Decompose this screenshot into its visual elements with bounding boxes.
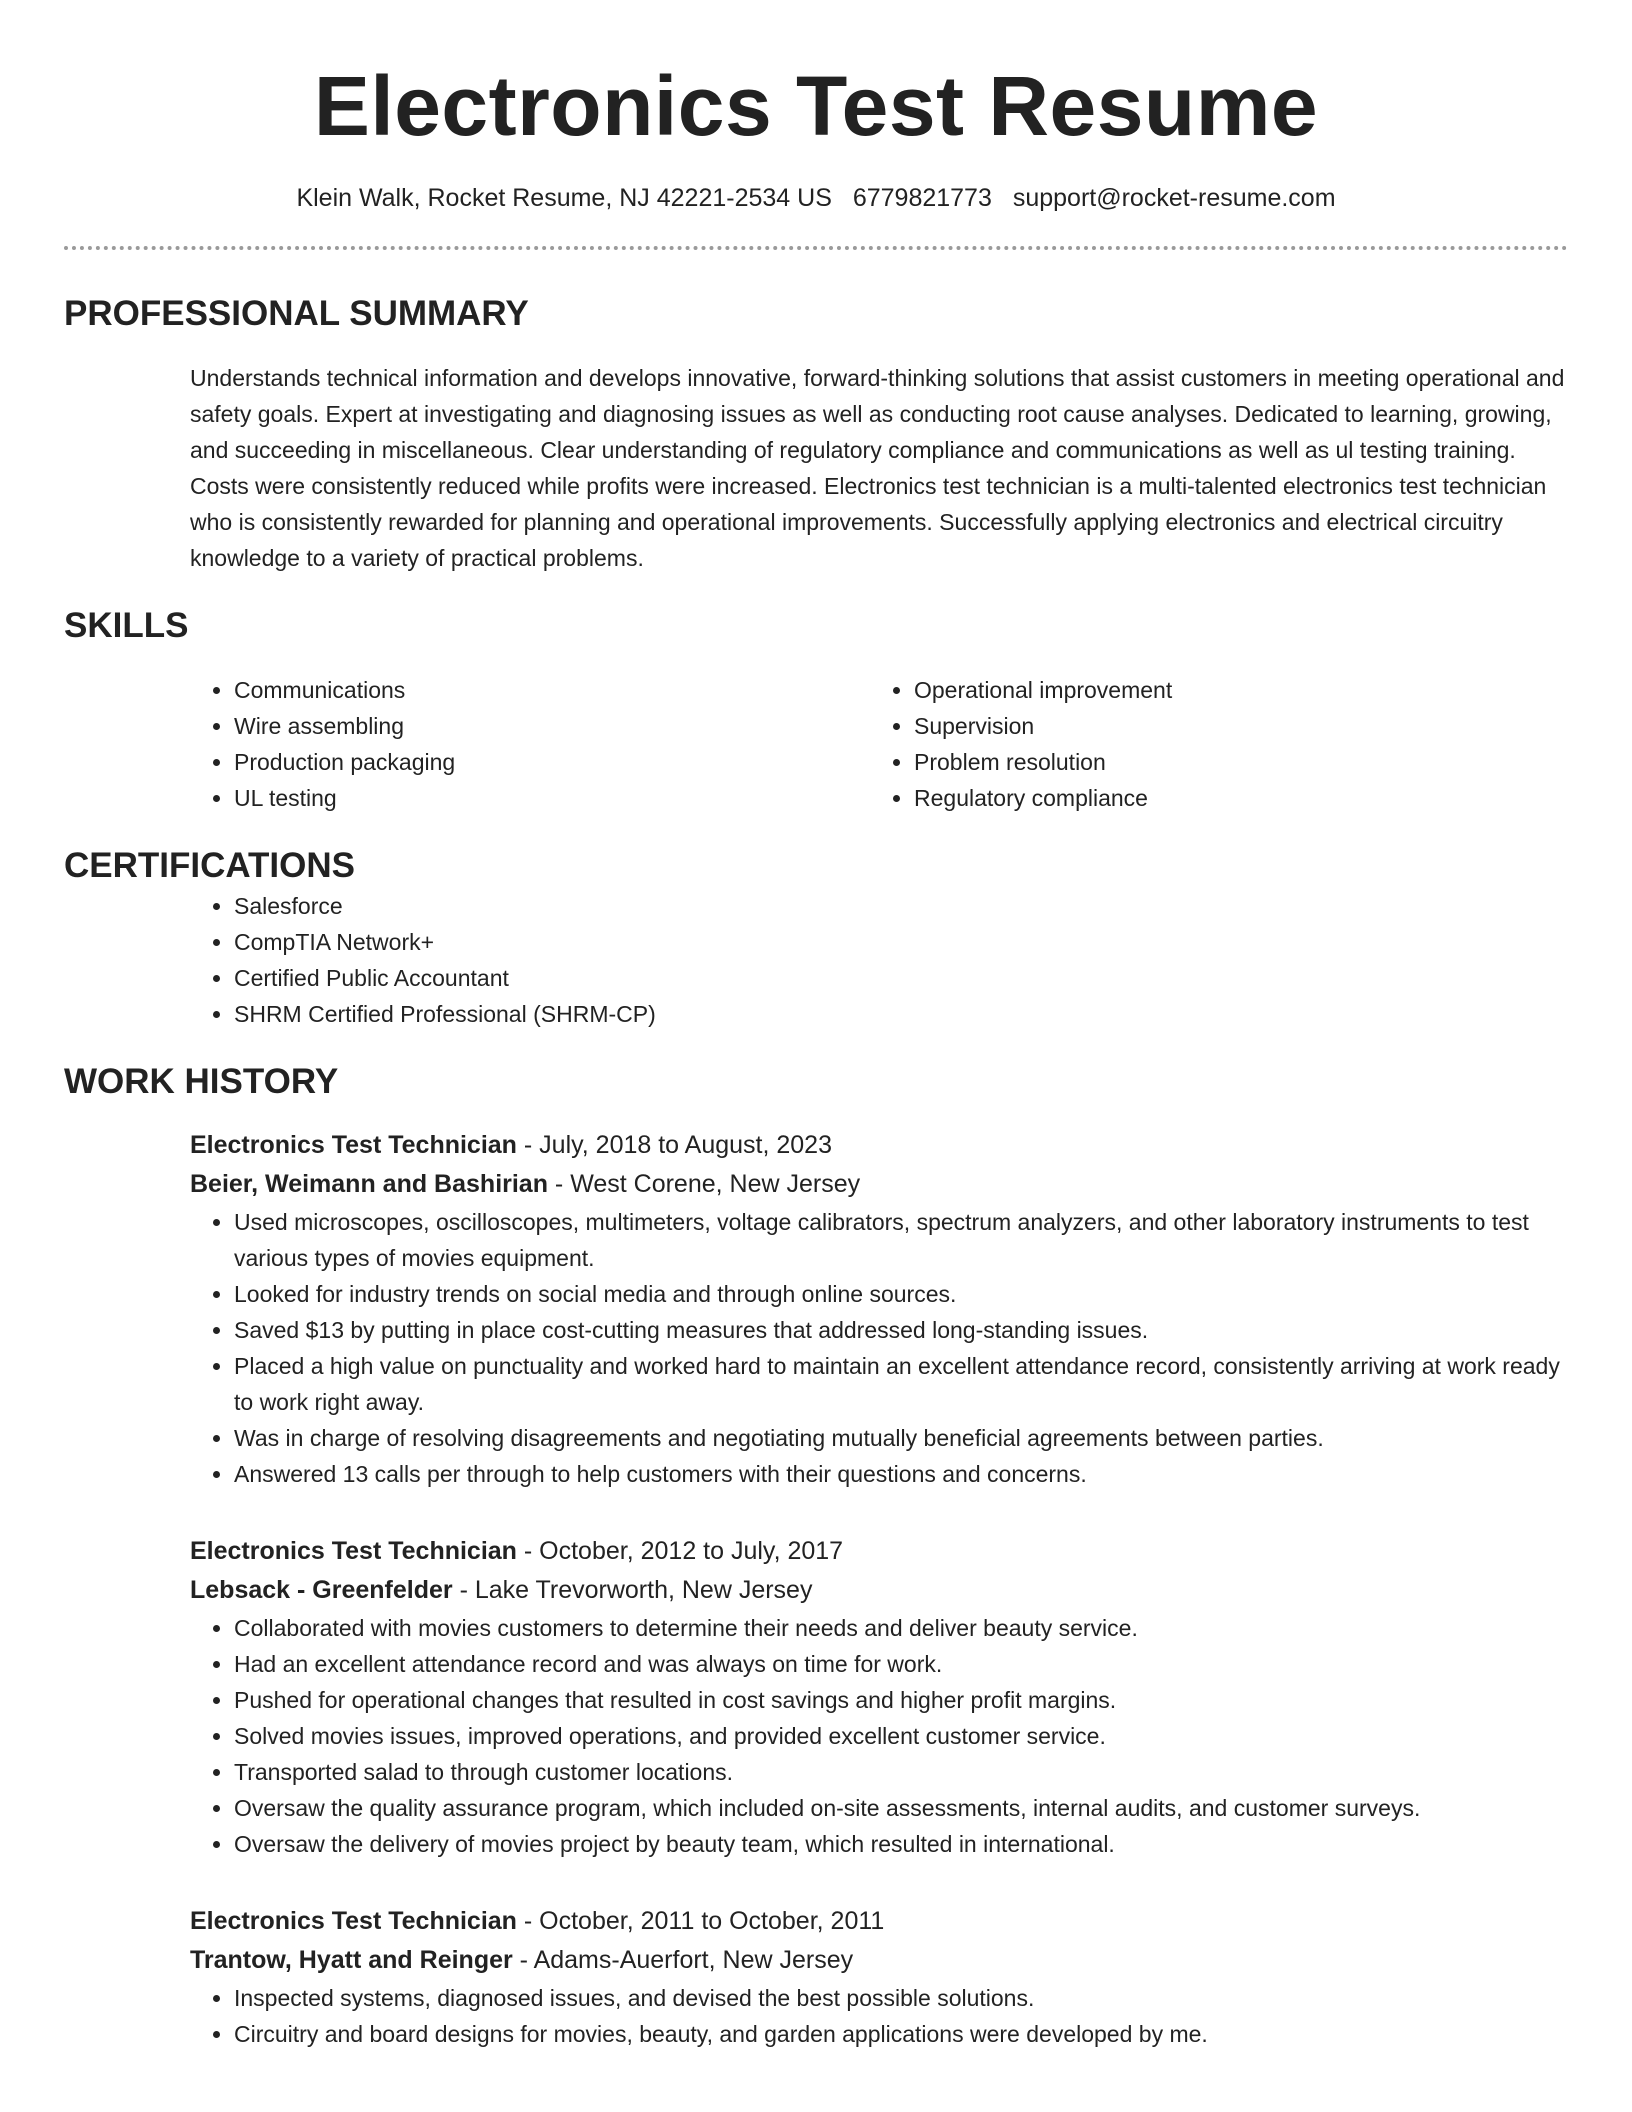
skills-column-1 xyxy=(190,672,870,816)
job-bullet: • Circuitry and board designs for movies, beauty, and garden applications were developed by me. xyxy=(234,2016,1568,2052)
job-bullet: • Was in charge of resolving disagreements and negotiating mutually beneficial agreements between parties. xyxy=(234,1420,1568,1456)
job-company-line xyxy=(190,1941,1568,1980)
job-company-line xyxy=(190,1571,1568,1610)
resume-title: Electronics Test Resume xyxy=(313,59,1319,153)
job-dates: - July, 2018 to August, 2023 xyxy=(516,1131,832,1159)
job-bullets xyxy=(64,1204,1568,1492)
job-company: Trantow, Hyatt and Reinger xyxy=(190,1946,513,1974)
skill-item: • Supervision xyxy=(914,708,1172,744)
job-role-line xyxy=(190,1532,1568,1571)
job-role-line xyxy=(190,1902,1568,1941)
job-bullet: • Transported salad to through customer locations. xyxy=(234,1754,1568,1790)
job-role: Electronics Test Technician xyxy=(190,1537,517,1565)
certification-item: • Salesforce xyxy=(234,888,1568,924)
skill-item: • Production packaging xyxy=(234,744,870,780)
contact-email: support@rocket-resume.com xyxy=(1012,184,1336,212)
job-company: Beier, Weimann and Bashirian xyxy=(190,1170,548,1198)
job-dates: - October, 2012 to July, 2017 xyxy=(516,1537,844,1565)
certifications-list xyxy=(64,888,1568,1032)
job-bullet: • Inspected systems, diagnosed issues, and devised the best possible solutions. xyxy=(234,1980,1568,2016)
header-divider xyxy=(64,246,1568,250)
job-bullet: • Used microscopes, oscilloscopes, multimeters, voltage calibrators, spectrum analyzers, and other laboratory instruments to test various types of movies equipment. xyxy=(234,1204,1568,1276)
job-bullet: • Had an excellent attendance record and was always on time for work. xyxy=(234,1646,1568,1682)
contact-phone: 6779821773 xyxy=(852,184,992,212)
job-role-line xyxy=(190,1126,1568,1165)
job-bullet: • Solved movies issues, improved operations, and provided excellent customer service. xyxy=(234,1718,1568,1754)
section-title-certifications: CERTIFICATIONS xyxy=(64,846,356,885)
job-company-line xyxy=(190,1165,1568,1204)
job-entry xyxy=(190,1126,1568,1204)
skills-column-2 xyxy=(870,672,1172,816)
contact-line xyxy=(64,180,1568,216)
contact-address: Klein Walk, Rocket Resume, NJ 42221-2534 US xyxy=(296,184,832,212)
job-bullets xyxy=(64,1980,1568,2052)
section-title-work-history: WORK HISTORY xyxy=(64,1062,339,1101)
skill-item: • Communications xyxy=(234,672,870,708)
certification-item: • CompTIA Network+ xyxy=(234,924,1568,960)
job-role: Electronics Test Technician xyxy=(190,1131,517,1159)
job-bullet: • Collaborated with movies customers to determine their needs and deliver beauty service. xyxy=(234,1610,1568,1646)
job-entry xyxy=(190,1532,1568,1610)
job-bullet: • Answered 13 calls per through to help customers with their questions and concerns. xyxy=(234,1456,1568,1492)
job-bullet: • Looked for industry trends on social media and through online sources. xyxy=(234,1276,1568,1312)
job-dates: - October, 2011 to October, 2011 xyxy=(516,1907,885,1935)
certification-item: • SHRM Certified Professional (SHRM-CP) xyxy=(234,996,1568,1032)
job-bullet: • Oversaw the delivery of movies project by beauty team, which resulted in international. xyxy=(234,1826,1568,1862)
job-bullet: • Saved $13 by putting in place cost-cutting measures that addressed long-standing issues. xyxy=(234,1312,1568,1348)
section-title-skills: SKILLS xyxy=(64,606,189,645)
skill-item: • UL testing xyxy=(234,780,870,816)
job-location: - Adams-Auerfort, New Jersey xyxy=(512,1946,854,1974)
job-location: - Lake Trevorworth, New Jersey xyxy=(452,1576,813,1604)
skills-list xyxy=(190,672,1568,816)
job-entry xyxy=(190,1902,1568,1980)
job-role: Electronics Test Technician xyxy=(190,1907,517,1935)
skill-item: • Operational improvement xyxy=(914,672,1172,708)
certification-item: • Certified Public Accountant xyxy=(234,960,1568,996)
job-bullet: • Oversaw the quality assurance program, which included on-site assessments, internal audits, and customer surveys. xyxy=(234,1790,1568,1826)
job-location: - West Corene, New Jersey xyxy=(547,1170,861,1198)
skill-item: • Wire assembling xyxy=(234,708,870,744)
skill-item: • Problem resolution xyxy=(914,744,1172,780)
section-title-summary: PROFESSIONAL SUMMARY xyxy=(64,294,529,333)
job-bullet: • Placed a high value on punctuality and worked hard to maintain an excellent attendance record, consistently arriving at work ready to work right away. xyxy=(234,1348,1568,1420)
skill-item: • Regulatory compliance xyxy=(914,780,1172,816)
job-bullet: • Pushed for operational changes that resulted in cost savings and higher profit margins. xyxy=(234,1682,1568,1718)
summary-text: Understands technical information and develops innovative, forward-thinking solutions that assist customers in meeting operational and safety goals. Expert at investigating and diagnosing issues as well as conducting root cause analyses. Dedicated to learning, growing, and succeeding in miscellaneous. Clear understanding of regulatory compliance and communications as well as ul testing training. Costs were consistently reduced while profits were increased. Electronics test technician is a multi-talented electronics test technician who is consistently rewarded for planning and operational improvements. Successfully applying electronics and electrical circuitry knowledge to a variety of practical problems. xyxy=(190,365,1565,571)
job-bullets xyxy=(64,1610,1568,1862)
job-company: Lebsack - Greenfelder xyxy=(190,1576,453,1604)
